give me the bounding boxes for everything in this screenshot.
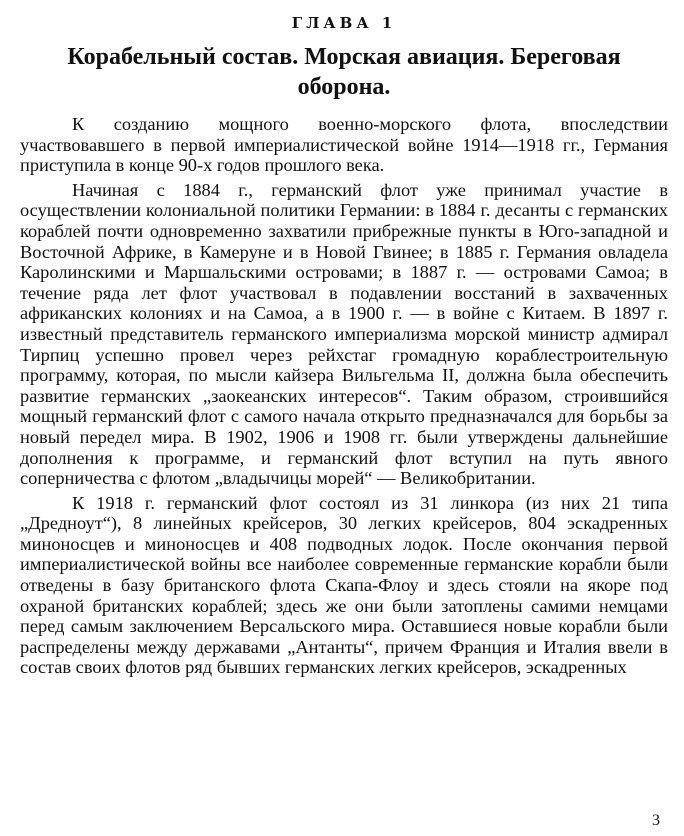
chapter-heading: ГЛАВА 1: [291, 14, 397, 32]
body-text: [20, 114, 668, 678]
paragraph: К созданию мощного военно-морского флота, впоследствии участвовавшего в первой империалистической войне 1914—1918 гг., Германия приступила в конце 90-х годов прошлого века.: [20, 114, 668, 176]
chapter-title: Корабельный состав. Морская авиация. Береговая оборона.: [67, 44, 621, 100]
paragraph: К 1918 г. германский флот состоял из 31 линкора (из них 21 типа „Дредноут“), 8 линейных крейсеров, 30 легких крейсеров, 804 эскадренных миноносцев и миноносцев и 408 подводных лодок. После окончания первой империалистической войны все наиболее современные германские корабли были отведены в базу британского флота Скапа-Флоу и здесь стояли на якоре под охраной британских кораблей; здесь же они были затоплены самими немцами перед самым заключением Версальского мира. Оставшиеся новые корабли были распределены между державами „Антанты“, причем Франция и Италия ввели в состав своих флотов ряд бывших германских легких крейсеров, эскадренных: [20, 492, 668, 678]
page-number: 3: [652, 812, 660, 829]
paragraph: Начиная с 1884 г., германский флот уже принимал участие в осуществлении колониальной политики Германии: в 1884 г. десанты с германских кораблей почти одновременно захватили прибрежные пункты в Юго-западной и Восточной Африке, в Камеруне и в Новой Гвинее; в 1885 г. Германия овладела Каролинскими и Маршальскими островами; в 1887 г. — островами Самоа; в течение ряда лет флот участвовал в подавлении восстаний в захваченных африканских колониях и на Самоа, а в 1900 г. — в войне с Китаем. В 1897 г. известный представитель германского империализма морской министр адмирал Тирпиц успешно провел через рейхстаг громадную кораблестроительную программу, которая, по мысли кайзера Вильгельма II, должна была обеспечить развитие германских „заокеанских интересов“. Таким образом, строившийся мощный германский флот с самого начала открыто предназначался для борьбы за новый передел мира. В 1902, 1906 и 1908 гг. были утверждены дальнейшие дополнения к программе, и германский флот вступил на путь явного соперничества с флотом „владычицы морей“ — Великобритании.: [20, 179, 668, 489]
